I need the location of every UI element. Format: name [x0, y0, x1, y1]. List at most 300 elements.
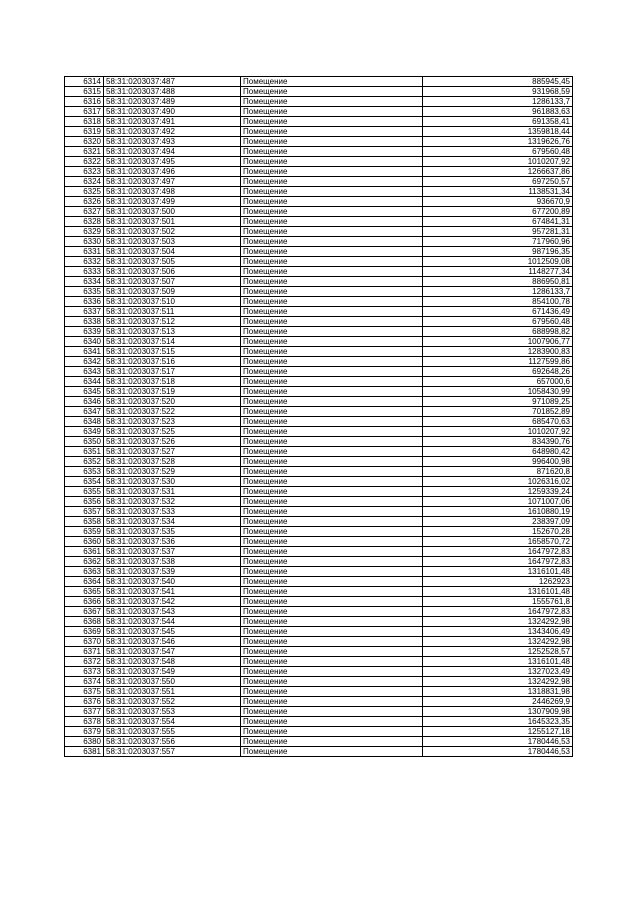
cadastral-value-cell: 1318831,98	[423, 687, 573, 697]
cadastral-number-cell: 58:31:0203037:518	[104, 377, 241, 387]
cadastral-value-cell: 2446269,9	[423, 697, 573, 707]
cadastral-number-cell: 58:31:0203037:498	[104, 187, 241, 197]
cadastral-number-cell: 58:31:0203037:552	[104, 697, 241, 707]
object-type-cell: Помещение	[241, 747, 423, 757]
table-row	[65, 97, 573, 107]
table-row	[65, 357, 573, 367]
object-type-cell: Помещение	[241, 717, 423, 727]
cadastral-value-cell: 871620,8	[423, 467, 573, 477]
cadastral-value-cell: 688998,82	[423, 327, 573, 337]
cadastral-number-cell: 58:31:0203037:505	[104, 257, 241, 267]
object-type-cell: Помещение	[241, 587, 423, 597]
cadastral-value-cell: 885945,45	[423, 77, 573, 87]
cadastral-number-cell: 58:31:0203037:517	[104, 367, 241, 377]
row-number-cell: 6353	[65, 467, 104, 477]
cadastral-number-cell: 58:31:0203037:543	[104, 607, 241, 617]
cadastral-value-cell: 1255127,18	[423, 727, 573, 737]
object-type-cell: Помещение	[241, 667, 423, 677]
row-number-cell: 6333	[65, 267, 104, 277]
cadastral-value-cell: 1324292,98	[423, 637, 573, 647]
row-number-cell: 6322	[65, 157, 104, 167]
object-type-cell: Помещение	[241, 327, 423, 337]
object-type-cell: Помещение	[241, 557, 423, 567]
table-row	[65, 597, 573, 607]
row-number-cell: 6381	[65, 747, 104, 757]
cadastral-number-cell: 58:31:0203037:554	[104, 717, 241, 727]
object-type-cell: Помещение	[241, 257, 423, 267]
object-type-cell: Помещение	[241, 447, 423, 457]
table-row	[65, 107, 573, 117]
object-type-cell: Помещение	[241, 237, 423, 247]
cadastral-number-cell: 58:31:0203037:489	[104, 97, 241, 107]
row-number-cell: 6330	[65, 237, 104, 247]
object-type-cell: Помещение	[241, 437, 423, 447]
object-type-cell: Помещение	[241, 217, 423, 227]
row-number-cell: 6363	[65, 567, 104, 577]
object-type-cell: Помещение	[241, 517, 423, 527]
cadastral-value-cell: 697250,57	[423, 177, 573, 187]
cadastral-value-cell: 1262923	[423, 577, 573, 587]
cadastral-value-cell: 1610880,19	[423, 507, 573, 517]
cadastral-number-cell: 58:31:0203037:495	[104, 157, 241, 167]
cadastral-number-cell: 58:31:0203037:525	[104, 427, 241, 437]
table-row	[65, 267, 573, 277]
cadastral-number-cell: 58:31:0203037:533	[104, 507, 241, 517]
row-number-cell: 6365	[65, 587, 104, 597]
cadastral-value-cell: 1780446,53	[423, 737, 573, 747]
cadastral-number-cell: 58:31:0203037:515	[104, 347, 241, 357]
cadastral-value-cell: 1647972,83	[423, 607, 573, 617]
row-number-cell: 6345	[65, 387, 104, 397]
table-row	[65, 667, 573, 677]
table-row	[65, 317, 573, 327]
cadastral-value-cell: 1324292,98	[423, 677, 573, 687]
table-row	[65, 237, 573, 247]
table-row	[65, 197, 573, 207]
row-number-cell: 6340	[65, 337, 104, 347]
row-number-cell: 6320	[65, 137, 104, 147]
table-row	[65, 677, 573, 687]
object-type-cell: Помещение	[241, 357, 423, 367]
row-number-cell: 6356	[65, 497, 104, 507]
object-type-cell: Помещение	[241, 407, 423, 417]
table-row	[65, 457, 573, 467]
table-row	[65, 127, 573, 137]
cadastral-value-cell: 1343406,49	[423, 627, 573, 637]
cadastral-value-cell: 971089,25	[423, 397, 573, 407]
cadastral-number-cell: 58:31:0203037:534	[104, 517, 241, 527]
table-row	[65, 407, 573, 417]
table-row	[65, 727, 573, 737]
row-number-cell: 6362	[65, 557, 104, 567]
object-type-cell: Помещение	[241, 547, 423, 557]
cadastral-value-cell: 1307909,98	[423, 707, 573, 717]
object-type-cell: Помещение	[241, 417, 423, 427]
table-row	[65, 747, 573, 757]
object-type-cell: Помещение	[241, 627, 423, 637]
table-row	[65, 217, 573, 227]
cadastral-number-cell: 58:31:0203037:507	[104, 277, 241, 287]
row-number-cell: 6369	[65, 627, 104, 637]
cadastral-number-cell: 58:31:0203037:539	[104, 567, 241, 577]
cadastral-value-table	[64, 76, 573, 757]
row-number-cell: 6328	[65, 217, 104, 227]
cadastral-number-cell: 58:31:0203037:502	[104, 227, 241, 237]
table-row	[65, 437, 573, 447]
object-type-cell: Помещение	[241, 537, 423, 547]
object-type-cell: Помещение	[241, 87, 423, 97]
row-number-cell: 6342	[65, 357, 104, 367]
object-type-cell: Помещение	[241, 197, 423, 207]
cadastral-number-cell: 58:31:0203037:504	[104, 247, 241, 257]
object-type-cell: Помещение	[241, 577, 423, 587]
object-type-cell: Помещение	[241, 377, 423, 387]
object-type-cell: Помещение	[241, 317, 423, 327]
cadastral-number-cell: 58:31:0203037:491	[104, 117, 241, 127]
object-type-cell: Помещение	[241, 287, 423, 297]
row-number-cell: 6335	[65, 287, 104, 297]
object-type-cell: Помещение	[241, 727, 423, 737]
cadastral-value-cell: 1286133,7	[423, 97, 573, 107]
cadastral-value-cell: 701852,89	[423, 407, 573, 417]
table-row	[65, 227, 573, 237]
cadastral-number-cell: 58:31:0203037:497	[104, 177, 241, 187]
cadastral-number-cell: 58:31:0203037:537	[104, 547, 241, 557]
cadastral-value-cell: 961883,63	[423, 107, 573, 117]
row-number-cell: 6324	[65, 177, 104, 187]
table-row	[65, 657, 573, 667]
cadastral-number-cell: 58:31:0203037:509	[104, 287, 241, 297]
cadastral-number-cell: 58:31:0203037:528	[104, 457, 241, 467]
cadastral-number-cell: 58:31:0203037:546	[104, 637, 241, 647]
cadastral-value-cell: 1026316,02	[423, 477, 573, 487]
object-type-cell: Помещение	[241, 457, 423, 467]
object-type-cell: Помещение	[241, 167, 423, 177]
cadastral-value-cell: 1316101,48	[423, 587, 573, 597]
table-row	[65, 707, 573, 717]
row-number-cell: 6323	[65, 167, 104, 177]
table-row	[65, 207, 573, 217]
cadastral-number-cell: 58:31:0203037:492	[104, 127, 241, 137]
table-row	[65, 607, 573, 617]
table-row	[65, 287, 573, 297]
cadastral-value-cell: 1327023,49	[423, 667, 573, 677]
cadastral-number-cell: 58:31:0203037:531	[104, 487, 241, 497]
cadastral-number-cell: 58:31:0203037:555	[104, 727, 241, 737]
cadastral-number-cell: 58:31:0203037:556	[104, 737, 241, 747]
cadastral-value-cell: 1647972,83	[423, 557, 573, 567]
object-type-cell: Помещение	[241, 187, 423, 197]
cadastral-value-cell: 692648,26	[423, 367, 573, 377]
table-row	[65, 517, 573, 527]
row-number-cell: 6319	[65, 127, 104, 137]
cadastral-number-cell: 58:31:0203037:499	[104, 197, 241, 207]
table-row	[65, 637, 573, 647]
table-row	[65, 397, 573, 407]
cadastral-value-cell: 936670,9	[423, 197, 573, 207]
object-type-cell: Помещение	[241, 697, 423, 707]
row-number-cell: 6354	[65, 477, 104, 487]
row-number-cell: 6314	[65, 77, 104, 87]
row-number-cell: 6344	[65, 377, 104, 387]
cadastral-number-cell: 58:31:0203037:506	[104, 267, 241, 277]
row-number-cell: 6347	[65, 407, 104, 417]
table-row	[65, 417, 573, 427]
row-number-cell: 6321	[65, 147, 104, 157]
cadastral-number-cell: 58:31:0203037:542	[104, 597, 241, 607]
row-number-cell: 6352	[65, 457, 104, 467]
object-type-cell: Помещение	[241, 597, 423, 607]
row-number-cell: 6315	[65, 87, 104, 97]
object-type-cell: Помещение	[241, 637, 423, 647]
cadastral-number-cell: 58:31:0203037:532	[104, 497, 241, 507]
object-type-cell: Помещение	[241, 607, 423, 617]
cadastral-number-cell: 58:31:0203037:553	[104, 707, 241, 717]
cadastral-value-cell: 1324292,98	[423, 617, 573, 627]
cadastral-value-cell: 886950,81	[423, 277, 573, 287]
row-number-cell: 6378	[65, 717, 104, 727]
object-type-cell: Помещение	[241, 147, 423, 157]
table-row	[65, 477, 573, 487]
cadastral-number-cell: 58:31:0203037:510	[104, 297, 241, 307]
row-number-cell: 6372	[65, 657, 104, 667]
row-number-cell: 6351	[65, 447, 104, 457]
table-row	[65, 77, 573, 87]
cadastral-value-cell: 679560,48	[423, 147, 573, 157]
object-type-cell: Помещение	[241, 157, 423, 167]
table-row	[65, 507, 573, 517]
row-number-cell: 6318	[65, 117, 104, 127]
row-number-cell: 6339	[65, 327, 104, 337]
object-type-cell: Помещение	[241, 487, 423, 497]
object-type-cell: Помещение	[241, 207, 423, 217]
cadastral-value-cell: 1319626,76	[423, 137, 573, 147]
cadastral-number-cell: 58:31:0203037:540	[104, 577, 241, 587]
table-row	[65, 737, 573, 747]
cadastral-value-cell: 657000,6	[423, 377, 573, 387]
cadastral-value-cell: 1316101,48	[423, 567, 573, 577]
table-row	[65, 157, 573, 167]
table-row	[65, 187, 573, 197]
table-row	[65, 577, 573, 587]
cadastral-number-cell: 58:31:0203037:494	[104, 147, 241, 157]
table-row	[65, 697, 573, 707]
cadastral-number-cell: 58:31:0203037:527	[104, 447, 241, 457]
cadastral-value-cell: 834390,76	[423, 437, 573, 447]
table-row	[65, 647, 573, 657]
object-type-cell: Помещение	[241, 527, 423, 537]
cadastral-value-cell: 1780446,53	[423, 747, 573, 757]
row-number-cell: 6376	[65, 697, 104, 707]
cadastral-number-cell: 58:31:0203037:523	[104, 417, 241, 427]
object-type-cell: Помещение	[241, 247, 423, 257]
cadastral-value-cell: 996400,98	[423, 457, 573, 467]
cadastral-number-cell: 58:31:0203037:526	[104, 437, 241, 447]
table-row	[65, 257, 573, 267]
cadastral-value-cell: 1266637,86	[423, 167, 573, 177]
cadastral-value-cell: 1058430,99	[423, 387, 573, 397]
object-type-cell: Помещение	[241, 467, 423, 477]
row-number-cell: 6334	[65, 277, 104, 287]
object-type-cell: Помещение	[241, 507, 423, 517]
row-number-cell: 6373	[65, 667, 104, 677]
object-type-cell: Помещение	[241, 687, 423, 697]
row-number-cell: 6360	[65, 537, 104, 547]
table-row	[65, 717, 573, 727]
row-number-cell: 6380	[65, 737, 104, 747]
table-row	[65, 687, 573, 697]
cadastral-number-cell: 58:31:0203037:549	[104, 667, 241, 677]
cadastral-value-cell: 717960,96	[423, 237, 573, 247]
table-row	[65, 537, 573, 547]
cadastral-number-cell: 58:31:0203037:488	[104, 87, 241, 97]
cadastral-value-cell: 674841,31	[423, 217, 573, 227]
cadastral-value-cell: 1010207,92	[423, 427, 573, 437]
cadastral-value-cell: 1138531,34	[423, 187, 573, 197]
table-row	[65, 347, 573, 357]
cadastral-value-cell: 1647972,83	[423, 547, 573, 557]
cadastral-number-cell: 58:31:0203037:544	[104, 617, 241, 627]
object-type-cell: Помещение	[241, 737, 423, 747]
cadastral-value-cell: 931968,59	[423, 87, 573, 97]
cadastral-value-cell: 1286133,7	[423, 287, 573, 297]
cadastral-number-cell: 58:31:0203037:541	[104, 587, 241, 597]
table-row	[65, 367, 573, 377]
row-number-cell: 6336	[65, 297, 104, 307]
table-row	[65, 87, 573, 97]
cadastral-number-cell: 58:31:0203037:490	[104, 107, 241, 117]
cadastral-value-cell: 238397,09	[423, 517, 573, 527]
table-row	[65, 137, 573, 147]
cadastral-value-cell: 152670,28	[423, 527, 573, 537]
object-type-cell: Помещение	[241, 617, 423, 627]
row-number-cell: 6358	[65, 517, 104, 527]
cadastral-value-cell: 679560,48	[423, 317, 573, 327]
row-number-cell: 6316	[65, 97, 104, 107]
table-row	[65, 547, 573, 557]
table-row	[65, 497, 573, 507]
cadastral-value-cell: 1259339,24	[423, 487, 573, 497]
cadastral-number-cell: 58:31:0203037:522	[104, 407, 241, 417]
table-row	[65, 587, 573, 597]
row-number-cell: 6357	[65, 507, 104, 517]
table-row	[65, 487, 573, 497]
cadastral-value-cell: 685470,63	[423, 417, 573, 427]
object-type-cell: Помещение	[241, 227, 423, 237]
cadastral-number-cell: 58:31:0203037:496	[104, 167, 241, 177]
row-number-cell: 6332	[65, 257, 104, 267]
table-row	[65, 167, 573, 177]
table-row	[65, 147, 573, 157]
row-number-cell: 6337	[65, 307, 104, 317]
table-row	[65, 337, 573, 347]
cadastral-value-cell: 1359818,44	[423, 127, 573, 137]
table-row	[65, 467, 573, 477]
table-body	[65, 77, 573, 757]
cadastral-number-cell: 58:31:0203037:520	[104, 397, 241, 407]
row-number-cell: 6355	[65, 487, 104, 497]
cadastral-value-cell: 1283900,83	[423, 347, 573, 357]
row-number-cell: 6343	[65, 367, 104, 377]
row-number-cell: 6370	[65, 637, 104, 647]
object-type-cell: Помещение	[241, 127, 423, 137]
table-row	[65, 297, 573, 307]
row-number-cell: 6350	[65, 437, 104, 447]
object-type-cell: Помещение	[241, 77, 423, 87]
table-row	[65, 377, 573, 387]
cadastral-value-cell: 1007906,77	[423, 337, 573, 347]
cadastral-value-cell: 1010207,92	[423, 157, 573, 167]
cadastral-number-cell: 58:31:0203037:550	[104, 677, 241, 687]
row-number-cell: 6348	[65, 417, 104, 427]
cadastral-value-cell: 957281,31	[423, 227, 573, 237]
row-number-cell: 6368	[65, 617, 104, 627]
object-type-cell: Помещение	[241, 427, 423, 437]
cadastral-value-cell: 1658570,72	[423, 537, 573, 547]
cadastral-value-cell: 1252528,57	[423, 647, 573, 657]
object-type-cell: Помещение	[241, 367, 423, 377]
row-number-cell: 6361	[65, 547, 104, 557]
table-row	[65, 617, 573, 627]
object-type-cell: Помещение	[241, 347, 423, 357]
cadastral-number-cell: 58:31:0203037:487	[104, 77, 241, 87]
table-row	[65, 527, 573, 537]
cadastral-value-cell: 1148277,34	[423, 267, 573, 277]
table-row	[65, 117, 573, 127]
cadastral-number-cell: 58:31:0203037:512	[104, 317, 241, 327]
row-number-cell: 6317	[65, 107, 104, 117]
row-number-cell: 6326	[65, 197, 104, 207]
cadastral-number-cell: 58:31:0203037:514	[104, 337, 241, 347]
table-row	[65, 567, 573, 577]
cadastral-number-cell: 58:31:0203037:511	[104, 307, 241, 317]
cadastral-number-cell: 58:31:0203037:557	[104, 747, 241, 757]
cadastral-number-cell: 58:31:0203037:503	[104, 237, 241, 247]
object-type-cell: Помещение	[241, 267, 423, 277]
cadastral-value-cell: 854100,78	[423, 297, 573, 307]
cadastral-number-cell: 58:31:0203037:535	[104, 527, 241, 537]
object-type-cell: Помещение	[241, 297, 423, 307]
cadastral-value-cell: 677200,89	[423, 207, 573, 217]
row-number-cell: 6346	[65, 397, 104, 407]
cadastral-value-cell: 1645323,35	[423, 717, 573, 727]
cadastral-number-cell: 58:31:0203037:501	[104, 217, 241, 227]
cadastral-number-cell: 58:31:0203037:547	[104, 647, 241, 657]
object-type-cell: Помещение	[241, 137, 423, 147]
cadastral-number-cell: 58:31:0203037:530	[104, 477, 241, 487]
row-number-cell: 6379	[65, 727, 104, 737]
cadastral-number-cell: 58:31:0203037:529	[104, 467, 241, 477]
cadastral-value-cell: 1127599,86	[423, 357, 573, 367]
object-type-cell: Помещение	[241, 307, 423, 317]
row-number-cell: 6325	[65, 187, 104, 197]
object-type-cell: Помещение	[241, 647, 423, 657]
object-type-cell: Помещение	[241, 497, 423, 507]
object-type-cell: Помещение	[241, 97, 423, 107]
cadastral-number-cell: 58:31:0203037:519	[104, 387, 241, 397]
cadastral-number-cell: 58:31:0203037:493	[104, 137, 241, 147]
row-number-cell: 6331	[65, 247, 104, 257]
object-type-cell: Помещение	[241, 337, 423, 347]
row-number-cell: 6341	[65, 347, 104, 357]
cadastral-number-cell: 58:31:0203037:513	[104, 327, 241, 337]
cadastral-number-cell: 58:31:0203037:548	[104, 657, 241, 667]
cadastral-value-cell: 671436,49	[423, 307, 573, 317]
object-type-cell: Помещение	[241, 477, 423, 487]
table-row	[65, 387, 573, 397]
object-type-cell: Помещение	[241, 177, 423, 187]
table-row	[65, 307, 573, 317]
